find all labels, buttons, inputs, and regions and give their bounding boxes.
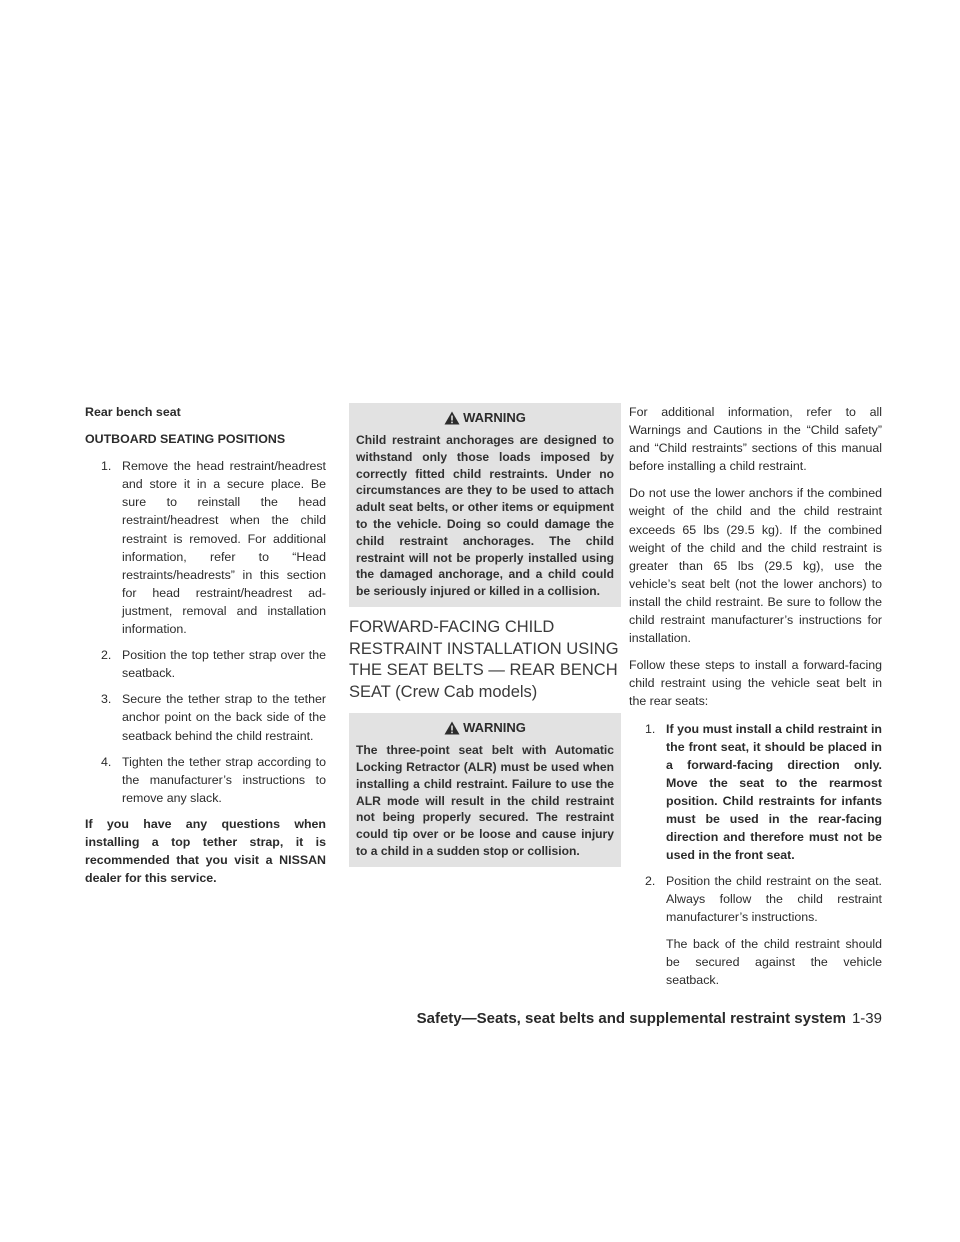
list-item: 2. Position the child restraint on the seat. Always follow the child restraint manufacturer’s instructions. The back of the child restraint should be secured against the vehicle seatback. [629, 872, 882, 989]
column-right [629, 403, 882, 997]
warning-label: WARNING [463, 410, 526, 425]
heading-rear-bench-seat: Rear bench seat [85, 405, 181, 419]
list-item: 4. Tighten the tether strap according to the manufacturer’s instructions to remove any slack. [101, 754, 326, 805]
subheading-outboard-positions: OUTBOARD SEATING POSITIONS [85, 432, 286, 447]
list-item: 2. Position the top tether strap over the seatback. [101, 648, 326, 681]
paragraph-warnings-ref: For additional information, refer to all Warnings and Cautions in the “Child safety” and “Child restraints” sections of this manual before installing a child restraint. [629, 405, 882, 474]
step-subparagraph: The back of the child restraint should be secured against the vehicle seatback. [666, 936, 882, 987]
warning-text: Child restraint anchorages are designed to withstand only those loads imposed by correctly fitted child restraints. Under no circumstances are they to be used to attach adult seat belts, or other items or equipment to the vehicle. Doing so could damage the child restraint anchorages. The child restraint will not be properly installed using the damaged anchorage, and a child could be seriously injured or killed in a collision. [356, 433, 614, 599]
warning-header [356, 409, 614, 427]
warning-header [356, 719, 614, 737]
paragraph-steps-intro: Follow these steps to install a forward-facing child restraint using the vehicle seat belt in the rear seats: [629, 658, 882, 709]
forward-facing-steps-list [629, 720, 882, 989]
warning-box-alr [349, 713, 621, 867]
outboard-steps-list [85, 457, 326, 807]
warning-label: WARNING [463, 720, 526, 736]
warning-triangle-icon [444, 411, 460, 425]
warning-box-anchorages [349, 403, 621, 607]
column-middle [349, 403, 621, 877]
warning-triangle-icon [444, 721, 460, 735]
page-footer [417, 1010, 882, 1027]
footer-section-title: Safety—Seats, seat belts and supplemental restraint system [416, 1010, 846, 1027]
warning-text: The three-point seat belt with Automatic Locking Retractor (ALR) must be used when installing a child restraint. Failure to use the ALR mode will result in the child restraint not being properly secured. The restraint could tip over or be loose and cause injury to a child in a sudden stop or collision. [356, 743, 614, 858]
section-title-forward-facing: FORWARD-FACING CHILD RESTRAINT INSTALLATION USING THE SEAT BELTS — REAR BENCH SEAT (Crew Cab models) [349, 618, 619, 701]
list-item: 1. If you must install a child restraint in the front seat, it should be placed in a forward-facing direction only. Move the seat to the rearmost position. Child restraints for infants must be used in the rear-facing direction and therefore must not be used in the front seat. [645, 721, 882, 863]
column-left [85, 403, 326, 896]
page-number: 1-39 [851, 1010, 882, 1027]
paragraph-lower-anchors: Do not use the lower anchors if the combined weight of the child and the child restraint exceeds 65 lbs (29.5 kg). If the combined weight of the child and the child restraint is greater than 65 lbs (29.5 kg), use the vehicle’s seat belt (not the lower anchors) to install the child restraint. Be sure to follow the child restraint manufacturer’s instructions for installation. [629, 486, 882, 646]
list-item: 1. Remove the head restraint/headrest and store it in a secure place. Be sure to reinstall the head restraint/headrest when the child restraint is removed. For additional information, refer to “Head restraints/headrests” in this section for head restraint/headrest adjustment, removal and installation information. [101, 459, 326, 637]
dealer-note: If you have any questions when installing a top tether strap, it is recommended that you visit a NISSAN dealer for this service. [85, 816, 326, 886]
list-item: 3. Secure the tether strap to the tether anchor point on the back side of the seatback behind the child restraint. [101, 692, 326, 743]
